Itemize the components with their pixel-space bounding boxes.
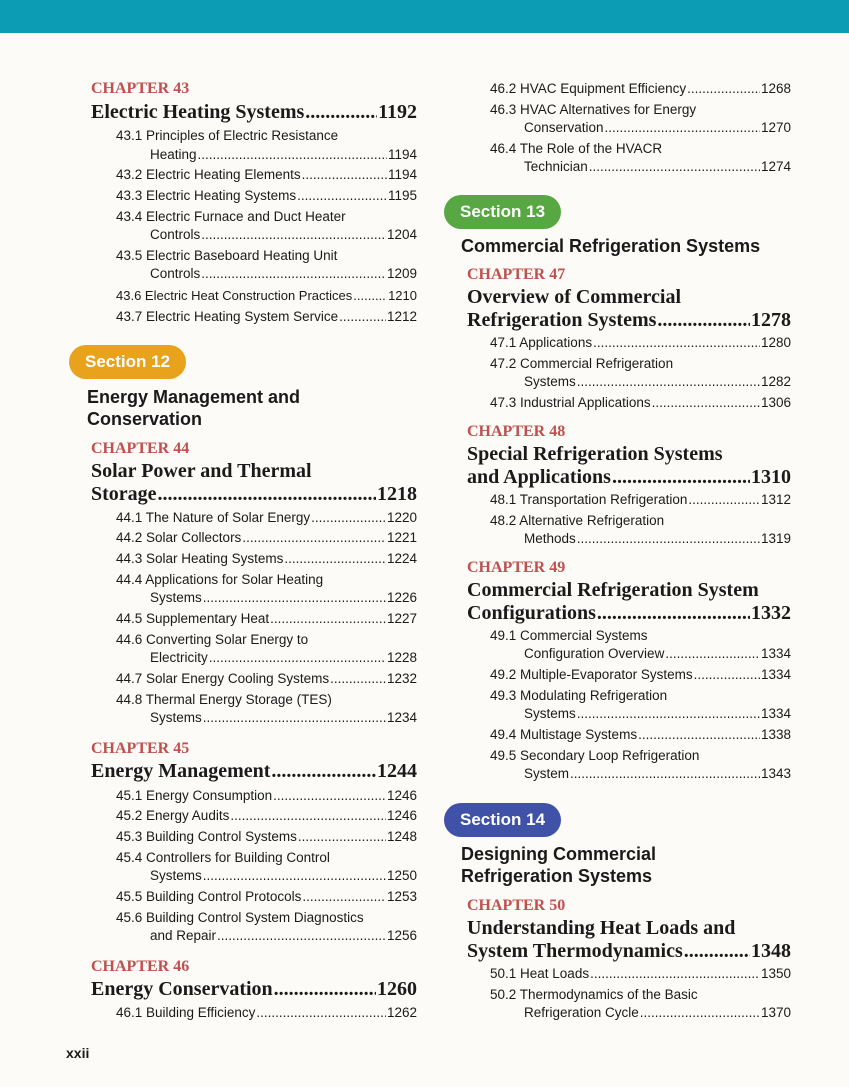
chapter-44-title-line2[interactable]: Storage ..... 1218 [91, 483, 417, 506]
toc-entry-47-2-cont[interactable]: Systems ..... 1282 [524, 374, 791, 389]
toc-entry-46-1[interactable]: 46.1 Building Efficiency ..... 1262 [116, 1005, 417, 1020]
toc-entry-48-1[interactable]: 48.1 Transportation Refrigeration ..... 1312 [490, 492, 791, 507]
section-13-title: Commercial Refrigeration Systems [461, 236, 761, 256]
toc-entry-43-4-cont[interactable]: Controls ..... 1204 [150, 227, 417, 242]
toc-entry-44-4-cont[interactable]: Systems ..... 1226 [150, 590, 417, 605]
chapter-48-title-line2[interactable]: and Applications ..... 1310 [467, 466, 791, 489]
toc-entry-45-4[interactable]: 45.4 Controllers for Building Control [116, 850, 330, 865]
top-color-bar [0, 0, 849, 33]
toc-entry-43-5[interactable]: 43.5 Electric Baseboard Heating Unit [116, 248, 338, 263]
section-14-title-line2: Refrigeration Systems [461, 866, 653, 886]
toc-entry-44-7[interactable]: 44.7 Solar Energy Cooling Systems ..... 1232 [116, 671, 417, 686]
chapter-49-title-line1[interactable]: Commercial Refrigeration System [467, 579, 759, 601]
toc-entry-44-8-cont[interactable]: Systems ..... 1234 [150, 710, 417, 725]
page-number: xxii [66, 1045, 90, 1061]
section-12-badge: Section 12 [69, 345, 186, 379]
toc-entry-50-2-cont[interactable]: Refrigeration Cycle ..... 1370 [524, 1005, 791, 1020]
toc-entry-45-1[interactable]: 45.1 Energy Consumption ..... 1246 [116, 788, 417, 803]
chapter-49-title-line2[interactable]: Configurations ..... 1332 [467, 602, 791, 625]
section-14-badge: Section 14 [444, 803, 561, 837]
chapter-47-label: CHAPTER 47 [467, 266, 566, 283]
toc-entry-44-3[interactable]: 44.3 Solar Heating Systems ..... 1224 [116, 551, 417, 566]
chapter-48-title-line1[interactable]: Special Refrigeration Systems [467, 443, 723, 465]
toc-entry-46-2[interactable]: 46.2 HVAC Equipment Efficiency ..... 1268 [490, 81, 791, 96]
toc-entry-45-6[interactable]: 45.6 Building Control System Diagnostics [116, 910, 364, 925]
toc-entry-46-4[interactable]: 46.4 The Role of the HVACR [490, 141, 663, 156]
toc-entry-44-4[interactable]: 44.4 Applications for Solar Heating [116, 572, 324, 587]
chapter-48-label: CHAPTER 48 [467, 423, 566, 440]
toc-entry-49-5-cont[interactable]: System ..... 1343 [524, 766, 791, 781]
chapter-44-title-line1[interactable]: Solar Power and Thermal [91, 460, 312, 482]
toc-entry-44-8[interactable]: 44.8 Thermal Energy Storage (TES) [116, 692, 332, 707]
toc-entry-43-7[interactable]: 43.7 Electric Heating System Service ..... 1212 [116, 309, 417, 324]
section-14-title-line1: Designing Commercial [461, 844, 657, 864]
chapter-46-label: CHAPTER 46 [91, 958, 190, 975]
toc-entry-49-1-cont[interactable]: Configuration Overview ..... 1334 [524, 646, 791, 661]
toc-entry-48-2-cont[interactable]: Methods ..... 1319 [524, 531, 791, 546]
chapter-45-title[interactable]: Energy Management ..... 1244 [91, 760, 417, 783]
toc-entry-50-1[interactable]: 50.1 Heat Loads ..... 1350 [490, 966, 791, 981]
chapter-43-label: CHAPTER 43 [91, 80, 190, 97]
toc-entry-47-2[interactable]: 47.2 Commercial Refrigeration [490, 356, 674, 371]
toc-entry-49-2[interactable]: 49.2 Multiple-Evaporator Systems ..... 1334 [490, 667, 791, 682]
toc-entry-46-3-cont[interactable]: Conservation ..... 1270 [524, 120, 791, 135]
chapter-45-label: CHAPTER 45 [91, 740, 190, 757]
chapter-43-title[interactable]: Electric Heating Systems ..... 1192 [91, 101, 417, 124]
toc-entry-43-1-cont[interactable]: Heating ..... 1194 [150, 147, 417, 162]
toc-entry-47-3[interactable]: 47.3 Industrial Applications ..... 1306 [490, 395, 791, 410]
chapter-49-label: CHAPTER 49 [467, 559, 566, 576]
chapter-46-title[interactable]: Energy Conservation ..... 1260 [91, 978, 417, 1001]
chapter-50-label: CHAPTER 50 [467, 897, 566, 914]
toc-entry-44-5[interactable]: 44.5 Supplementary Heat ..... 1227 [116, 611, 417, 626]
toc-entry-49-3-cont[interactable]: Systems ..... 1334 [524, 706, 791, 721]
toc-entry-49-5[interactable]: 49.5 Secondary Loop Refrigeration [490, 748, 700, 763]
toc-entry-44-6-cont[interactable]: Electricity ..... 1228 [150, 650, 417, 665]
toc-entry-43-3[interactable]: 43.3 Electric Heating Systems ..... 1195 [116, 188, 417, 203]
toc-entry-45-3[interactable]: 45.3 Building Control Systems ..... 1248 [116, 829, 417, 844]
section-12-title-line2: Conservation [87, 409, 203, 429]
toc-entry-43-4[interactable]: 43.4 Electric Furnace and Duct Heater [116, 209, 346, 224]
toc-entry-43-2[interactable]: 43.2 Electric Heating Elements ..... 1194 [116, 167, 417, 182]
section-13-badge: Section 13 [444, 195, 561, 229]
toc-entry-48-2[interactable]: 48.2 Alternative Refrigeration [490, 513, 665, 528]
toc-entry-49-1[interactable]: 49.1 Commercial Systems [490, 628, 648, 643]
toc-entry-43-1[interactable]: 43.1 Principles of Electric Resistance [116, 128, 339, 143]
chapter-47-title-line1[interactable]: Overview of Commercial [467, 286, 681, 308]
toc-entry-43-6[interactable]: 43.6 Electric Heat Construction Practices ..... 1210 [116, 288, 417, 303]
chapter-44-label: CHAPTER 44 [91, 440, 190, 457]
chapter-50-title-line1[interactable]: Understanding Heat Loads and [467, 917, 736, 939]
toc-entry-49-3[interactable]: 49.3 Modulating Refrigeration [490, 688, 668, 703]
toc-entry-44-2[interactable]: 44.2 Solar Collectors ..... 1221 [116, 530, 417, 545]
toc-entry-49-4[interactable]: 49.4 Multistage Systems ..... 1338 [490, 727, 791, 742]
toc-entry-47-1[interactable]: 47.1 Applications ..... 1280 [490, 335, 791, 350]
toc-entry-45-5[interactable]: 45.5 Building Control Protocols ..... 1253 [116, 889, 417, 904]
toc-entry-45-6-cont[interactable]: and Repair ..... 1256 [150, 928, 417, 943]
section-12-title-line1: Energy Management and [87, 387, 301, 407]
toc-entry-45-4-cont[interactable]: Systems ..... 1250 [150, 868, 417, 883]
toc-entry-50-2[interactable]: 50.2 Thermodynamics of the Basic [490, 987, 698, 1002]
toc-entry-43-5-cont[interactable]: Controls ..... 1209 [150, 266, 417, 281]
chapter-50-title-line2[interactable]: System Thermodynamics ..... 1348 [467, 940, 791, 963]
toc-entry-45-2[interactable]: 45.2 Energy Audits ..... 1246 [116, 808, 417, 823]
toc-entry-44-6[interactable]: 44.6 Converting Solar Energy to [116, 632, 309, 647]
toc-entry-46-3[interactable]: 46.3 HVAC Alternatives for Energy [490, 102, 697, 117]
toc-entry-44-1[interactable]: 44.1 The Nature of Solar Energy ..... 1220 [116, 510, 417, 525]
toc-entry-46-4-cont[interactable]: Technician ..... 1274 [524, 159, 791, 174]
chapter-47-title-line2[interactable]: Refrigeration Systems ..... 1278 [467, 309, 791, 332]
